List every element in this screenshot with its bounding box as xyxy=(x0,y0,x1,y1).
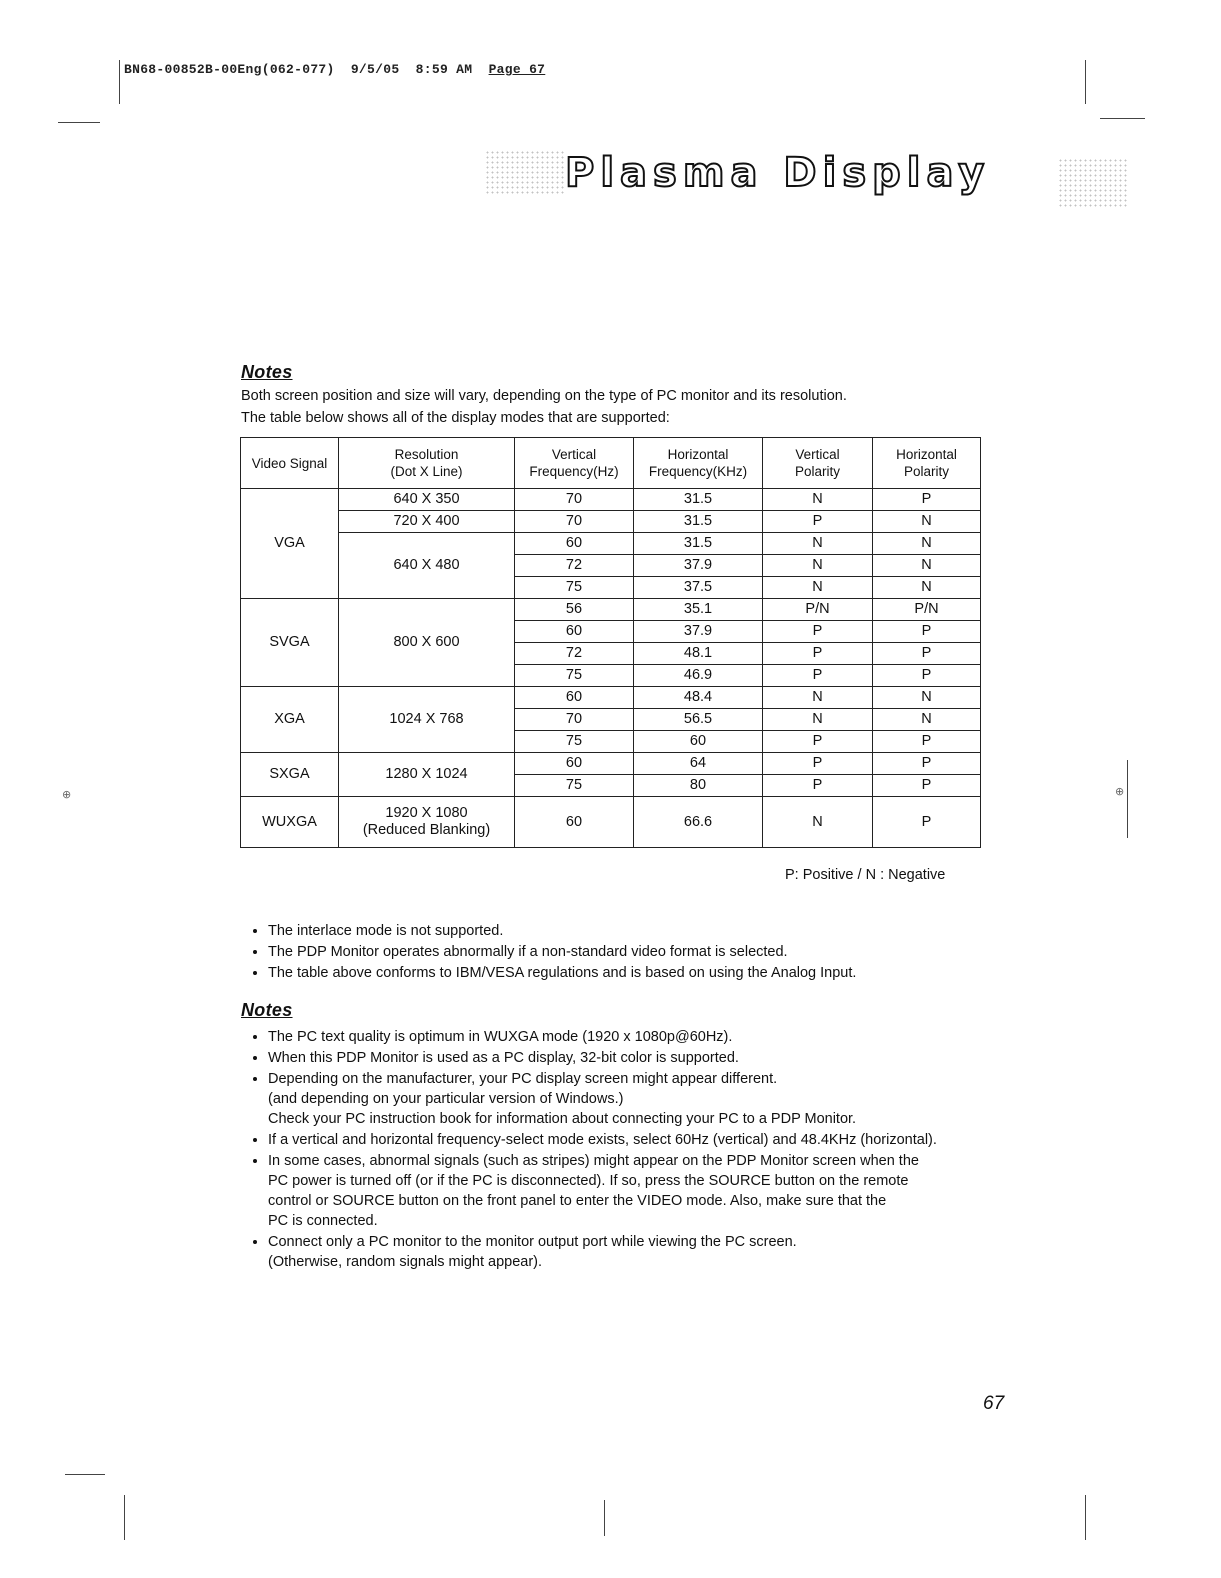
hpol-cell: P xyxy=(873,731,981,753)
vfreq-cell: 75 xyxy=(515,665,634,687)
hpol-cell: P xyxy=(873,489,981,511)
vfreq-cell: 75 xyxy=(515,775,634,797)
banner-speckle xyxy=(485,150,565,195)
print-header-page: Page 67 xyxy=(488,62,546,77)
list-item: • The PC text quality is optimum in WUXGA mode (1920 x 1080p@60Hz). xyxy=(268,1027,1038,1047)
resolution-cell: 1280 X 1024 xyxy=(339,753,515,797)
vfreq-cell: 75 xyxy=(515,577,634,599)
vpol-cell: P xyxy=(763,643,873,665)
table-row xyxy=(241,489,981,511)
signal-cell: WUXGA xyxy=(241,797,339,848)
vfreq-cell: 60 xyxy=(515,753,634,775)
col-header-horizontal-polarity: Horizontal Polarity xyxy=(873,438,981,489)
hpol-cell: N xyxy=(873,533,981,555)
hfreq-cell: 56.5 xyxy=(634,709,763,731)
crop-mark xyxy=(1085,60,1086,104)
signal-cell: VGA xyxy=(241,489,339,599)
table-notes-list xyxy=(241,921,1038,984)
crop-mark xyxy=(1127,760,1128,838)
hpol-cell: P/N xyxy=(873,599,981,621)
vpol-cell: P/N xyxy=(763,599,873,621)
list-item: • The PDP Monitor operates abnormally if a non-standard video format is selected. xyxy=(268,942,1038,962)
registration-mark: ⊕ xyxy=(1115,785,1125,798)
signal-cell: SXGA xyxy=(241,753,339,797)
hpol-cell: P xyxy=(873,665,981,687)
crop-mark xyxy=(1100,118,1145,119)
hfreq-cell: 31.5 xyxy=(634,533,763,555)
hfreq-cell: 46.9 xyxy=(634,665,763,687)
vpol-cell: P xyxy=(763,511,873,533)
col-header-vertical-polarity: Vertical Polarity xyxy=(763,438,873,489)
page-number: 67 xyxy=(983,1393,1005,1414)
hpol-cell: P xyxy=(873,775,981,797)
notes-heading: Notes xyxy=(241,362,293,382)
list-item: • The table above conforms to IBM/VESA regulations and is based on using the Analog Input. xyxy=(268,963,1038,983)
resolution-cell: 1920 X 1080 (Reduced Blanking) xyxy=(339,797,515,848)
table-row xyxy=(241,599,981,621)
vfreq-cell: 56 xyxy=(515,599,634,621)
vpol-cell: N xyxy=(763,687,873,709)
vfreq-cell: 72 xyxy=(515,643,634,665)
vpol-cell: N xyxy=(763,533,873,555)
col-header-vertical-frequency: Vertical Frequency(Hz) xyxy=(515,438,634,489)
vpol-cell: N xyxy=(763,489,873,511)
notes-heading: Notes xyxy=(241,1000,293,1020)
hpol-cell: N xyxy=(873,511,981,533)
print-header xyxy=(124,62,545,77)
banner-speckle xyxy=(1058,158,1128,208)
vfreq-cell: 70 xyxy=(515,511,634,533)
hfreq-cell: 66.6 xyxy=(634,797,763,848)
table-header-row xyxy=(241,438,981,489)
vpol-cell: N xyxy=(763,577,873,599)
notes-list xyxy=(241,1027,1038,1273)
polarity-legend: P: Positive / N : Negative xyxy=(785,867,946,883)
registration-mark: ⊕ xyxy=(62,788,72,801)
col-header-video-signal: Video Signal xyxy=(241,438,339,489)
list-item: • If a vertical and horizontal frequency-select mode exists, select 60Hz (vertical) and 48.4KHz (horizontal). xyxy=(268,1130,1038,1150)
crop-mark xyxy=(58,122,100,123)
print-header-text: BN68-00852B-00Eng(062-077) 9/5/05 8:59 AM xyxy=(124,62,489,77)
vpol-cell: P xyxy=(763,731,873,753)
hfreq-cell: 60 xyxy=(634,731,763,753)
hfreq-cell: 48.4 xyxy=(634,687,763,709)
hfreq-cell: 48.1 xyxy=(634,643,763,665)
signal-cell: SVGA xyxy=(241,599,339,687)
vfreq-cell: 70 xyxy=(515,489,634,511)
list-item: • When this PDP Monitor is used as a PC display, 32-bit color is supported. xyxy=(268,1048,1038,1068)
hfreq-cell: 37.5 xyxy=(634,577,763,599)
notes-intro-line: The table below shows all of the display modes that are supported: xyxy=(241,410,670,426)
hpol-cell: P xyxy=(873,621,981,643)
notes-intro-line: Both screen position and size will vary, depending on the type of PC monitor and its resolution. xyxy=(241,388,847,404)
hpol-cell: N xyxy=(873,577,981,599)
table-row xyxy=(241,533,981,555)
resolution-cell: 800 X 600 xyxy=(339,599,515,687)
hpol-cell: P xyxy=(873,753,981,775)
hfreq-cell: 37.9 xyxy=(634,621,763,643)
hfreq-cell: 64 xyxy=(634,753,763,775)
vpol-cell: P xyxy=(763,621,873,643)
vfreq-cell: 60 xyxy=(515,533,634,555)
list-item: • Connect only a PC monitor to the monitor output port while viewing the PC screen. (Otherwise, random signals might appear). xyxy=(268,1232,1038,1272)
hpol-cell: N xyxy=(873,687,981,709)
vfreq-cell: 60 xyxy=(515,797,634,848)
resolution-cell: 1024 X 768 xyxy=(339,687,515,753)
resolution-cell: 640 X 480 xyxy=(339,533,515,599)
banner-title: Plasma Display xyxy=(565,150,991,196)
vpol-cell: P xyxy=(763,753,873,775)
table-row xyxy=(241,797,981,848)
list-item: • Depending on the manufacturer, your PC display screen might appear different. (and depending on your particular version of Windows.) Check your PC instruction book for information about connecting your PC to a PDP Monitor. xyxy=(268,1069,1038,1129)
hfreq-cell: 31.5 xyxy=(634,489,763,511)
vpol-cell: P xyxy=(763,665,873,687)
list-item: • In some cases, abnormal signals (such as stripes) might appear on the PDP Monitor screen when the PC power is turned off (or if the PC is disconnected). If so, press the SOURCE button on the remote control or SOURCE button on the front panel to enter the VIDEO mode. Also, make sure that the PC is connected. xyxy=(268,1151,1038,1231)
hpol-cell: P xyxy=(873,797,981,848)
signal-cell: XGA xyxy=(241,687,339,753)
crop-mark xyxy=(119,60,120,104)
vfreq-cell: 75 xyxy=(515,731,634,753)
hpol-cell: N xyxy=(873,555,981,577)
vpol-cell: N xyxy=(763,555,873,577)
crop-mark xyxy=(604,1500,605,1536)
hpol-cell: P xyxy=(873,643,981,665)
list-item: • The interlace mode is not supported. xyxy=(268,921,1038,941)
hfreq-cell: 37.9 xyxy=(634,555,763,577)
hfreq-cell: 80 xyxy=(634,775,763,797)
table-row xyxy=(241,753,981,775)
vfreq-cell: 60 xyxy=(515,621,634,643)
vfreq-cell: 60 xyxy=(515,687,634,709)
hfreq-cell: 31.5 xyxy=(634,511,763,533)
crop-mark xyxy=(1085,1495,1086,1540)
resolution-cell: 640 X 350 xyxy=(339,489,515,511)
vpol-cell: N xyxy=(763,797,873,848)
vpol-cell: P xyxy=(763,775,873,797)
table-row xyxy=(241,687,981,709)
crop-mark xyxy=(65,1474,105,1475)
table-row xyxy=(241,511,981,533)
vpol-cell: N xyxy=(763,709,873,731)
hfreq-cell: 35.1 xyxy=(634,599,763,621)
col-header-resolution: Resolution (Dot X Line) xyxy=(339,438,515,489)
display-modes-table xyxy=(240,437,981,848)
resolution-cell: 720 X 400 xyxy=(339,511,515,533)
crop-mark xyxy=(124,1495,125,1540)
vfreq-cell: 72 xyxy=(515,555,634,577)
col-header-horizontal-frequency: Horizontal Frequency(KHz) xyxy=(634,438,763,489)
vfreq-cell: 70 xyxy=(515,709,634,731)
hpol-cell: N xyxy=(873,709,981,731)
